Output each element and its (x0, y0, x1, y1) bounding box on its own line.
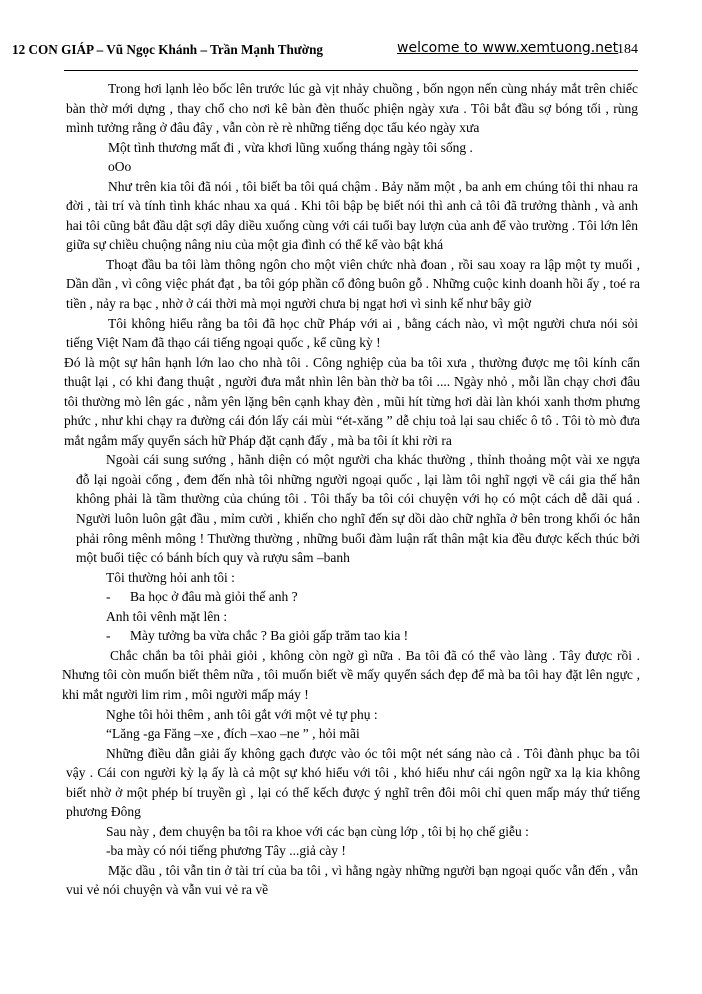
header-divider (64, 70, 638, 71)
paragraph: Mặc dầu , tôi vẫn tin ở tài trí của ba tôi , vì hằng ngày những người bạn ngoại quốc vẫn đến , vẫn vui vẻ nói chuyện và vẫn vui vẻ ra về (66, 862, 638, 898)
dash-mark: - (106, 628, 111, 644)
paragraph: Một tình thương mất đi , vừa khơi lũng xuống tháng ngày tôi sống . (108, 139, 473, 155)
dialogue-text: Mày tưởng ba vừa chắc ? Ba giỏi gấp trăm tao kia ! (130, 628, 409, 644)
document-body (0, 79, 702, 900)
dialogue-line (0, 587, 702, 607)
paragraph: Như trên kia tôi đã nói , tôi biết ba tôi quá chậm . Bảy năm một , ba anh em chúng tôi thi nhau ra đời , tài trí và tính tình khác nhau xa quá . Khi tôi bập bẹ biết nói thì anh cả tôi đã trưởng thành , và anh hai tôi cũng bắt đầu dật sợi dây diều xuống cùng với cái tuổi bay lượn của anh để vào trường . Tôi lớn lên giữa sự chiều chuộng nâng niu của một gia đình có thể kể vào bật khá (66, 178, 638, 253)
paragraph: Tôi không hiểu rằng ba tôi đã học chữ Pháp với ai , bằng cách nào, vì một người chưa nói sỏi tiếng Việt Nam đã thạo cái tiếng ngoại quốc , kể cũng kỳ ! (66, 315, 638, 351)
paragraph: “Lăng -ga Făng –xe , đích –xao –ne ” , hỏi mãi (106, 726, 360, 742)
paragraph: Sau này , đem chuyện ba tôi ra khoe với các bạn cùng lớp , tôi bị họ chế giễu : (106, 823, 529, 839)
dialogue-line (0, 626, 702, 646)
paragraph: -ba mày có nói tiếng phương Tây ...giả cày ! (106, 843, 346, 859)
paragraph: Thoạt đầu ba tôi làm thông ngôn cho một viên chức nhà đoan , rồi sau xoay ra lập một ty muối , Dần dần , vì công việc phát đạt , ba tôi góp phần cổ đông buôn gỗ . Những cuộc kinh doanh hồi ấy , toé ra tiền , nảy ra bạc , nhờ ở cái thời mà mọi người chưa bị ngạt hơi vì sinh kế như bây giờ (66, 256, 640, 312)
paragraph: Trong hơi lạnh lẻo bốc lên trước lúc gà vịt nhảy chuồng , bốn ngọn nến cùng nháy mắt trên chiếc bàn thờ mới dựng , thay chổ cho nơi kê bàn đèn thuốc phiện ngày xưa . Tôi bắt đầu sợ bóng tối , rùng mình tưởng rằng ở đâu đây , vẫn còn rè rè những tiếng dọc tẩu kéo ngày xưa (66, 81, 638, 136)
dialogue-text: Ba học ở đâu mà giỏi thế anh ? (130, 589, 298, 605)
paragraph: Đó là một sự hân hạnh lớn lao cho nhà tôi . Công nghiệp của ba tôi xưa , thường được mẹ tôi kính cẩn thuật lại , có khi đang thuật , người đưa mắt nhìn lên bàn thờ ba tôi .... Ngày nhỏ , mỗi lần chạy chơi đâu tôi thường mò lên gác , nằm yên lặng bên cạnh khay đèn , mũi hít từng hơi dài làn khói xanh thơm phưng phức , như khi chạy ra đường cái đón lấy cái mùi “ét-xăng ” dễ chịu toả lại sau chiếc ô tô . Tôi tò mò đưa mắt ngắm mấy quyển sách hữ Pháp đặt cạnh đấy , mà ba tôi ít khi rời ra (64, 354, 640, 448)
paragraph: Những điều dẫn giải ấy không gạch được vào óc tôi một nét sáng nào cả . Tôi đành phục ba tôi vậy . Cái con người kỳ lạ ấy là cả một sự khó hiểu với tôi , khó hiểu như cái ngôn ngữ xa lạ kia không biết nhờ ở một phép bí truyền gì , lại có thể kếch được ý nghĩ trên đôi môi chỉ quen mấp máy thứ tiếng phương Đông (66, 745, 640, 820)
header-url-link[interactable]: welcome to www.xemtuong.net (397, 40, 619, 56)
paragraph: Anh tôi vênh mặt lên : (106, 608, 228, 624)
page-number: 184 (617, 42, 638, 57)
paragraph: Tôi thường hỏi anh tôi : (106, 569, 235, 585)
section-separator: oOo (108, 159, 132, 175)
header-title: 12 CON GIÁP – Vũ Ngọc Khánh – Trần Mạnh Thường (12, 42, 324, 57)
paragraph: Nghe tôi hỏi thêm , anh tôi gắt với một vẻ tự phụ : (106, 706, 378, 722)
paragraph: Ngoài cái sung sướng , hãnh diện có một người cha khác thường , thỉnh thoảng một vài xe ngựa đỗ lại ngoài cổng , đem đến nhà tôi những người ngoại quốc , lại làm tôi nghĩ ngợi về cái gia thế hẳn không phải là tầm thường của chúng tôi . Tôi thấy ba tôi cói chuyện với họ có một cách dễ dãi quá . Người luôn luôn gật đầu , mỉm cười , khiến cho nghĩ đến sự dồi dào chữ nghĩa ở bên trong khối óc hẳn phải rông mênh mông ! Thường thường , những buổi đàm luận rất thân mật kia đều được kếch thúc bởi một buổi tiệc có bánh bích quy và rượu sâm –banh (76, 452, 640, 566)
dash-mark: - (106, 589, 111, 605)
paragraph: Chắc chắn ba tôi phải giỏi , không còn ngờ gì nữa . Ba tôi đã có thể vào làng . Tây được rồi . Nhưng tôi còn muốn biết thêm nữa , tôi muốn biết về mấy quyển sách đẹp để mà ba tôi hay đặt lên ngực , khi mắt người lim rim , môi người mấp máy ! (62, 647, 640, 702)
